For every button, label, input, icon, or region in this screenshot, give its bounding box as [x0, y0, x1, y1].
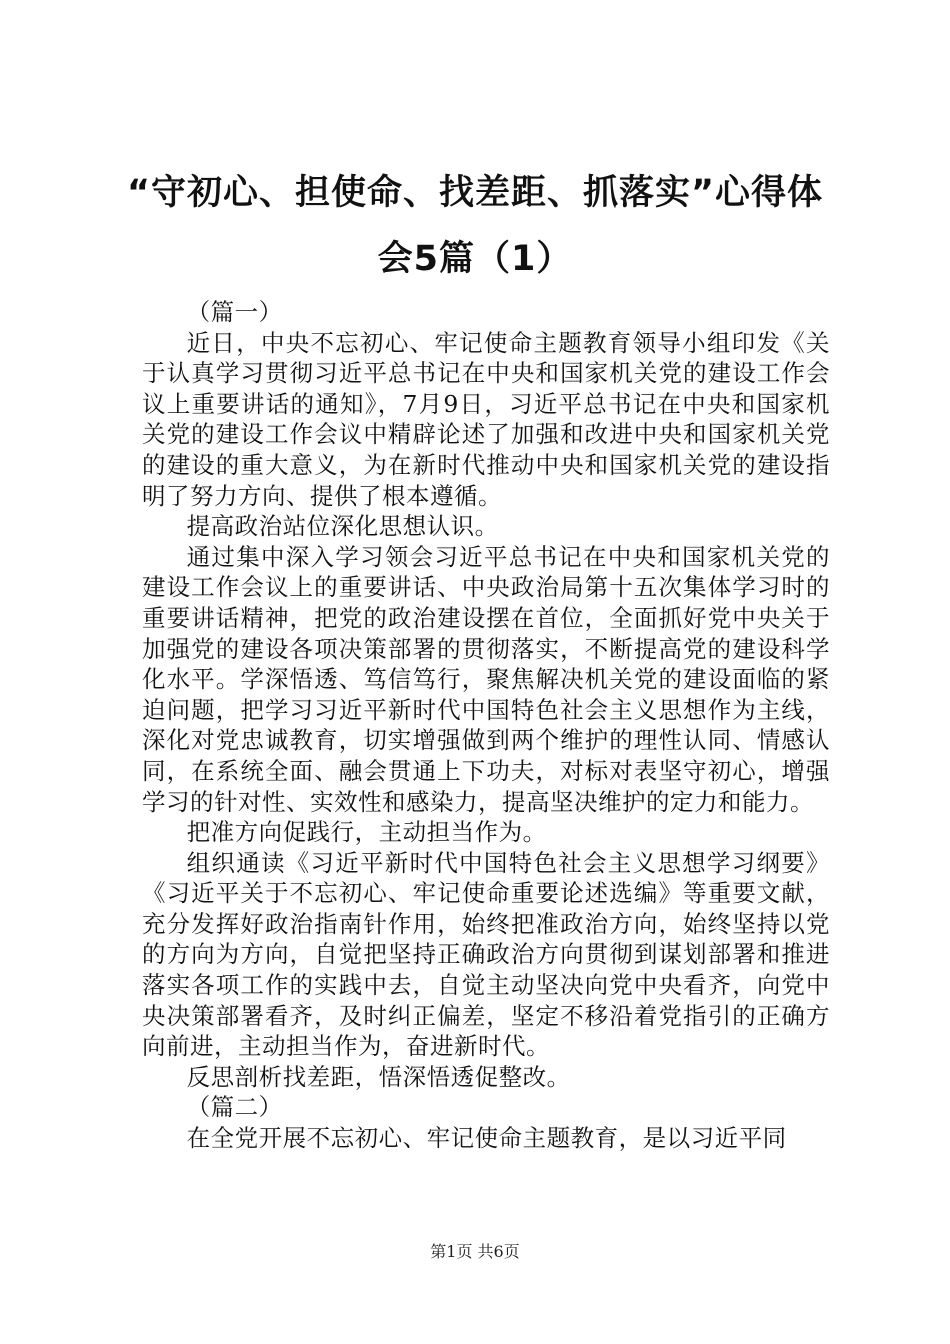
paragraph-heading: 提高政治站位深化思想认识。	[186, 512, 499, 541]
paragraph-heading: 反思剖析找差距，悟深悟透促整改。	[186, 1062, 571, 1091]
section-heading-1: （篇一）	[186, 298, 283, 326]
paragraph: 通过集中深入学习领会习近平总书记在中央和国家机关党的建设工作会议上的重要讲话、中央政治局第十五次集体学习时的重要讲话精神，把党的政治建设摆在首位，全面抓好党中央关于加强党的建设各项决策部署的贯彻落实，不断提高党的建设科学化水平。学深悟透、笃信笃行，聚焦解决机关党的建设面临的紧迫问题，把学习习近平新时代中国特色社会主义思想作为主线，深化对党忠诚教育，切实增强做到两个维护的理性认同、情感认同，在系统全面、融会贯通上下功夫，对标对表坚守初心，增强学习的针对性、实效性和感染力，提高坚决维护的定力和能力。	[142, 542, 830, 816]
paragraph: 组织通读《习近平新时代中国特色社会主义思想学习纲要》《习近平关于不忘初心、牢记使命重要论述选编》等重要文献，充分发挥好政治指南针作用，始终把准政治方向，始终坚持以党的方向为方向，自觉把坚持正确政治方向贯彻到谋划部署和推进落实各项工作的实践中去，自觉主动坚决向党中央看齐，向党中央决策部署看齐，及时纠正偏差，坚定不移沿着党指引的正确方向前进，主动担当作为，奋进新时代。	[142, 848, 830, 1061]
paragraph: 在全党开展不忘初心、牢记使命主题教育，是以习近平同	[186, 1124, 787, 1153]
section-heading-2: （篇二）	[186, 1093, 283, 1122]
document-body	[142, 297, 830, 1154]
document-title: “守初心、担使命、找差距、抓落实”心得体会5篇（1）	[126, 173, 823, 279]
paragraph-heading: 把准方向促践行，主动担当作为。	[186, 818, 547, 847]
page-footer: 第1页 共6页	[430, 1242, 520, 1261]
paragraph: 近日，中央不忘初心、牢记使命主题教育领导小组印发《关于认真学习贯彻习近平总书记在中央和国家机关党的建设工作会议上重要讲话的通知》，7月9日，习近平总书记在中央和国家机关党的建设工作会议中精辟论述了加强和改进中央和国家机关党的建设的重大意义，为在新时代推动中央和国家机关党的建设指明了努力方向、提供了根本遵循。	[142, 328, 830, 510]
